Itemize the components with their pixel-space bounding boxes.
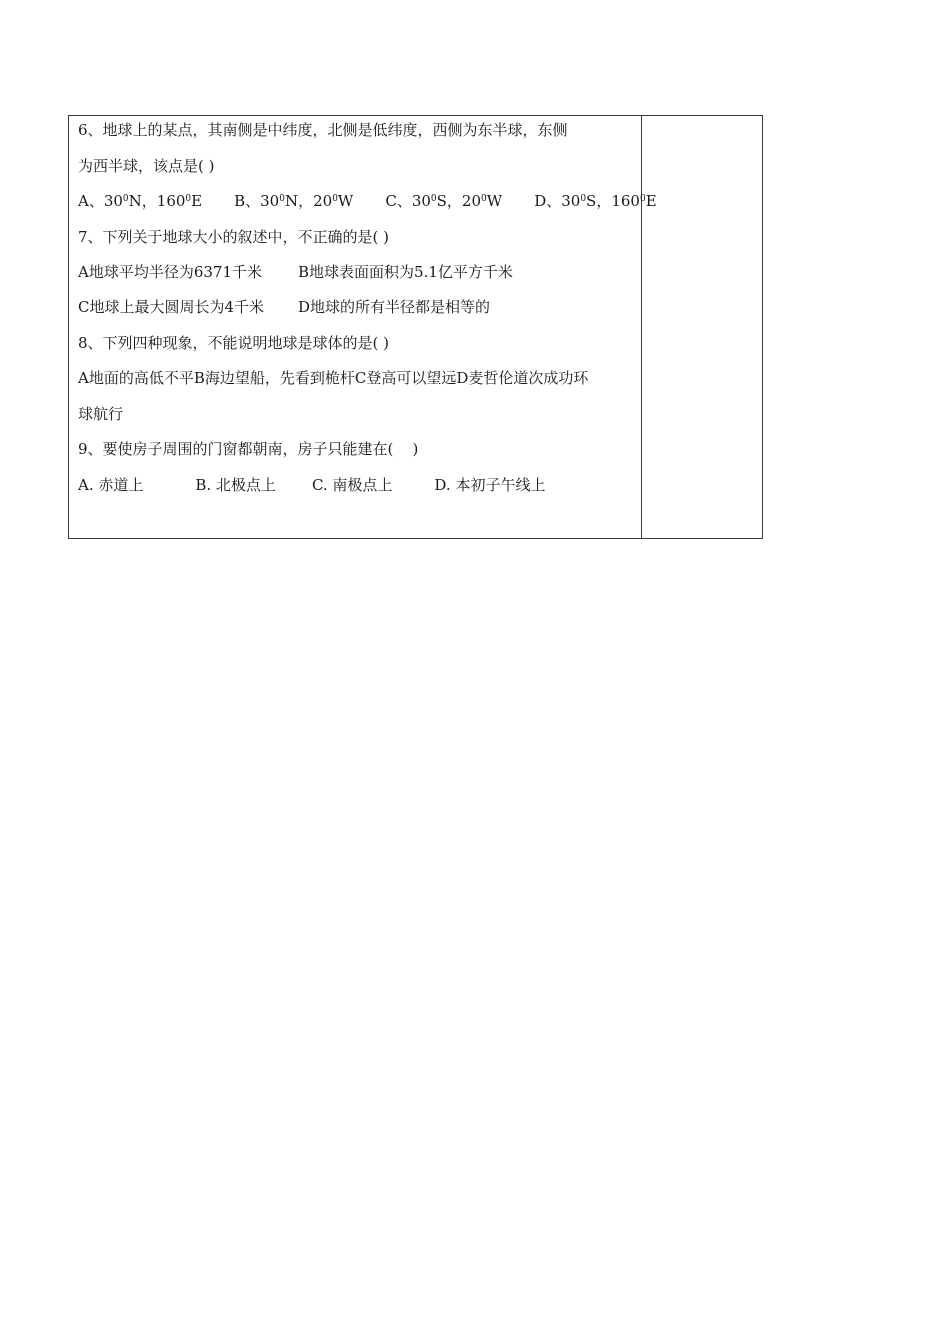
q6-option-b: B、$30^0N$，$20^0W$ [234, 192, 354, 210]
q9-option-b: B. 北极点上 [195, 476, 276, 494]
question-table [68, 115, 763, 539]
q6-stem-line2: 为西半球，该点是( ) [78, 157, 215, 175]
q7-option-a: A地球平均半径为6371千米 [78, 263, 263, 281]
q6-option-a: A、$30^0N$，$160^0E$ [78, 192, 203, 210]
q6-option-d: D、$30^0S$，$160^0E$ [534, 192, 657, 210]
q7-stem: 7、下列关于地球大小的叙述中，不正确的是( ) [78, 228, 390, 246]
q7-option-c: C地球上最大圆周长为4千米 [78, 298, 265, 316]
q9-option-d: D. 本初子午线上 [434, 476, 546, 494]
q9-options [78, 475, 545, 495]
notes-cell [642, 116, 762, 538]
q9-option-a: A. 赤道上 [78, 476, 144, 494]
q8-stem: 8、下列四种现象，不能说明地球是球体的是( ) [78, 334, 390, 352]
q6-options [78, 191, 657, 211]
q8-options-line2: 球航行 [78, 405, 124, 423]
q7-options-row2 [78, 297, 490, 317]
question-cell [69, 116, 657, 538]
q7-options-row1 [78, 262, 513, 282]
q9-stem: 9、要使房子周围的门窗都朝南，房子只能建在( ) [78, 440, 419, 458]
q7-option-b: B地球表面面积为5.1亿平方千米 [298, 263, 513, 281]
q6-stem-line1: 6、地球上的某点，其南侧是中纬度，北侧是低纬度，西侧为东半球，东侧 [78, 121, 568, 139]
q6-option-c: C、$30^0S$，$20^0W$ [385, 192, 503, 210]
q7-option-d: D地球的所有半径都是相等的 [298, 298, 491, 316]
q8-options-line1: A地面的高低不平B海边望船，先看到桅杆C登高可以望远D麦哲伦道次成功环 [78, 369, 589, 387]
q9-option-c: C. 南极点上 [311, 476, 393, 494]
